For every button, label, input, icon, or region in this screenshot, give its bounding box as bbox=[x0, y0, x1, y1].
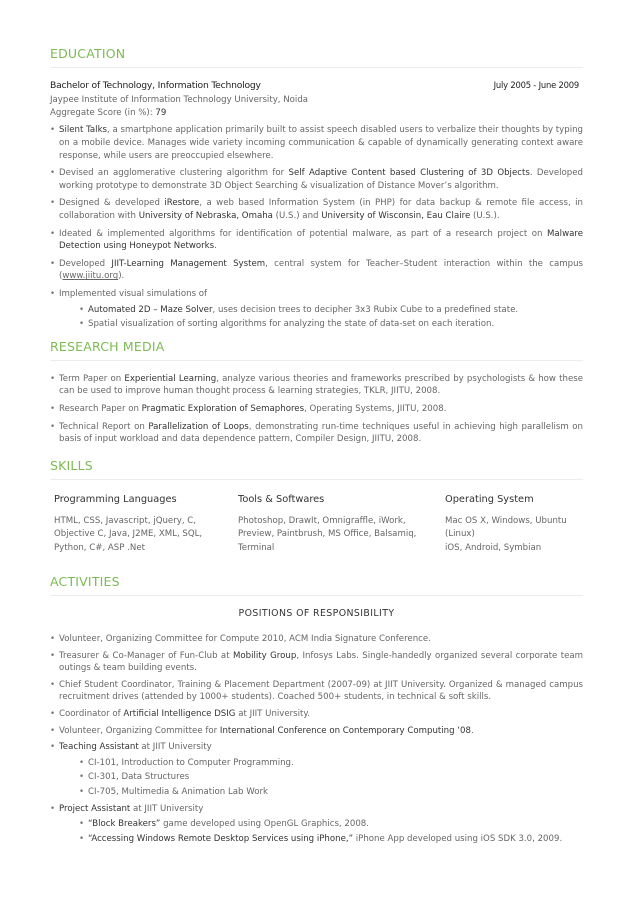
item-text: at JIIT University bbox=[138, 742, 212, 753]
skills-section bbox=[50, 458, 583, 556]
list-item bbox=[79, 818, 583, 831]
org-name: Mobility Group bbox=[232, 650, 297, 661]
item-text: Ideated & implemented algorithms for identification of potential malware, as part of a research project on bbox=[59, 228, 547, 239]
section-title-activities: ACTIVITIES bbox=[50, 574, 583, 596]
item-text: ). bbox=[118, 271, 125, 282]
item-text: Developed bbox=[59, 258, 112, 269]
list-item bbox=[50, 679, 583, 704]
list-item bbox=[79, 757, 583, 770]
list-item bbox=[50, 403, 583, 416]
list-item bbox=[79, 771, 583, 784]
item-text: Spatial visualization of sorting algorithms for analyzing the state of data-set on each iteration. bbox=[88, 319, 495, 330]
research-section bbox=[50, 339, 583, 446]
skill-line: Objective C, Java, J2ME, XML, SQL, bbox=[54, 529, 203, 540]
item-text: , a smartphone application primarily built to assist speech disabled users to verbalize their thoughts by typing on a mobile device. Manages wide variety incoming communication & capable of dynamically generating context aware response, while users are preoccupied elsewhere. bbox=[59, 125, 583, 161]
list-item bbox=[50, 633, 583, 646]
skill-column-languages bbox=[54, 494, 238, 556]
list-item bbox=[50, 708, 583, 721]
role-name: Teaching Assistant bbox=[59, 742, 139, 753]
skill-heading: Tools & Softwares bbox=[238, 493, 325, 505]
conference-name: International Conference on Contemporary Computing ‘08 bbox=[219, 725, 471, 736]
skill-column-os bbox=[445, 494, 583, 556]
item-text: iPhone App developed using iOS SDK 3.0, 2009. bbox=[353, 833, 563, 844]
pa-project-list bbox=[59, 818, 583, 845]
item-text: . bbox=[470, 725, 474, 736]
project-name: “Block Breakers” bbox=[88, 819, 161, 830]
paper-title: Pragmatic Exploration of Semaphores bbox=[141, 403, 305, 414]
education-header bbox=[50, 80, 583, 91]
simulation-list bbox=[59, 304, 583, 331]
skill-heading: Operating System bbox=[445, 493, 534, 505]
item-text: Term Paper on bbox=[59, 373, 125, 384]
skill-line: (Linux) bbox=[445, 529, 475, 540]
item-text: CI-301, Data Structures bbox=[88, 772, 190, 783]
item-text: , uses decision trees to decipher 3x3 Rubix Cube to a predefined state. bbox=[212, 304, 519, 315]
list-item bbox=[79, 304, 583, 317]
list-item bbox=[79, 318, 583, 331]
list-item bbox=[50, 650, 583, 675]
item-text: , analyze various theories and frameworks prescribed by psychologists & how these can be used to improve human thought process & learning strategies, TKLR, JIITU, 2008. bbox=[59, 373, 583, 397]
item-text: Chief Student Coordinator, Training & Placement Department (2007-09) at JIIT University. Organized & managed campus recruitment drives (attended by 1000+ students). Coached 500+ students, in technical & soft skills. bbox=[59, 679, 583, 703]
skill-line: iOS, Android, Symbian bbox=[445, 543, 542, 554]
website-link[interactable]: www.jiitu.org bbox=[62, 271, 119, 282]
item-text: , Infosys Labs. Single-handedly organized several corporate team outings & team building events. bbox=[59, 650, 584, 674]
item-text: , Operating Systems, JIITU, 2008. bbox=[304, 403, 447, 414]
role-name: Project Assistant bbox=[59, 803, 131, 814]
skill-line: Python, C#, ASP .Net bbox=[54, 543, 145, 554]
skills-columns bbox=[50, 494, 583, 556]
ta-course-list bbox=[59, 757, 583, 799]
list-item bbox=[50, 124, 583, 162]
list-item bbox=[50, 258, 583, 283]
skill-line: HTML, CSS, Javascript, jQuery, C, bbox=[54, 515, 197, 526]
item-text: CI-101, Introduction to Computer Programming. bbox=[88, 757, 294, 768]
item-text: Designed & developed bbox=[59, 198, 165, 209]
list-item bbox=[50, 803, 583, 846]
item-text: game developed using OpenGL Graphics, 2008. bbox=[160, 819, 370, 830]
skill-line: Mac OS X, Windows, Ubuntu bbox=[445, 515, 567, 526]
item-text: Research Paper on bbox=[59, 403, 142, 414]
item-text: at JIIT University. bbox=[235, 709, 311, 720]
list-item bbox=[50, 167, 583, 192]
item-text: (U.S.). bbox=[470, 210, 500, 221]
item-text: Volunteer, Organizing Committee for bbox=[59, 725, 220, 736]
list-item bbox=[79, 833, 583, 846]
positions-heading: POSITIONS OF RESPONSIBILITY bbox=[238, 608, 395, 620]
section-title-research: RESEARCH MEDIA bbox=[50, 339, 583, 361]
skill-line: Preview, Paintbrush, MS Office, Balsamiq, bbox=[238, 529, 417, 540]
list-item bbox=[50, 741, 583, 798]
org-name: Artificial Intelligence DSIG bbox=[123, 709, 236, 720]
project-name: iRestore bbox=[164, 198, 200, 209]
activities-bullets bbox=[50, 633, 583, 845]
item-text: Devised an agglomerative clustering algorithm for bbox=[59, 168, 289, 179]
skill-line: Photoshop, DrawIt, Omnigraffle, iWork, bbox=[238, 515, 406, 526]
list-item bbox=[50, 288, 583, 331]
aggregate-score bbox=[50, 107, 583, 120]
item-text: Implemented visual simulations of bbox=[59, 288, 208, 299]
university-name: University of Wisconsin, Eau Claire bbox=[321, 210, 471, 221]
item-text: , a web based Information System (in PHP) for data backup & remote file access, in collaboration with bbox=[59, 198, 583, 221]
item-text: , central system for Teacher–Student interaction within the campus ( bbox=[59, 258, 584, 282]
list-item bbox=[50, 421, 583, 446]
resume-page bbox=[50, 0, 583, 847]
research-bullets bbox=[50, 373, 583, 446]
score-value: 79 bbox=[155, 108, 167, 119]
education-dates: July 2005 - June 2009 bbox=[493, 80, 579, 90]
item-text: at JIIT University bbox=[130, 803, 204, 814]
item-text: . Developed working prototype to demonstrate 3D Object Searching & visualization of Distance Mover’s algorithm. bbox=[59, 168, 583, 191]
activities-section bbox=[50, 574, 583, 845]
skill-heading: Programming Languages bbox=[54, 493, 177, 505]
education-bullets bbox=[50, 124, 583, 330]
paper-title: Experiential Learning bbox=[124, 373, 217, 384]
item-text: (U.S.) and bbox=[272, 210, 322, 221]
project-name: Silent Talks bbox=[59, 125, 108, 136]
project-name: JIIT-Learning Management System bbox=[111, 258, 266, 269]
item-text: , demonstrating run-time techniques useful in achieving high parallelism on basis of input workload and data dependence pattern, Compiler Design, JIITU, 2008. bbox=[59, 421, 583, 445]
item-text: Volunteer, Organizing Committee for Compute 2010, ACM India Signature Conference. bbox=[59, 634, 431, 645]
list-item bbox=[50, 197, 583, 222]
university-name: Jaypee Institute of Information Technology University, Noida bbox=[50, 95, 309, 105]
item-text: CI-705, Multimedia & Animation Lab Work bbox=[88, 787, 268, 798]
paper-title: Parallelization of Loops bbox=[148, 421, 249, 432]
project-name: “Accessing Windows Remote Desktop Services using iPhone,” bbox=[88, 833, 354, 844]
score-label: Aggregate Score (in %): bbox=[50, 108, 153, 119]
project-name: Self Adaptive Content based Clustering of 3D Objects bbox=[288, 168, 530, 179]
education-section bbox=[50, 46, 583, 331]
item-text: Technical Report on bbox=[59, 421, 149, 432]
section-title-education: EDUCATION bbox=[50, 46, 583, 68]
list-item bbox=[50, 228, 583, 253]
project-name: Automated 2D – Maze Solver bbox=[88, 304, 213, 315]
section-title-skills: SKILLS bbox=[50, 458, 583, 480]
project-name: Malware Detection using Honeypot Networks bbox=[59, 228, 583, 252]
item-text: Coordinator of bbox=[59, 709, 124, 720]
skill-line: Terminal bbox=[238, 543, 275, 554]
item-text: . bbox=[214, 241, 217, 252]
list-item bbox=[50, 725, 583, 738]
list-item bbox=[50, 373, 583, 398]
list-item bbox=[79, 786, 583, 799]
item-text: Treasurer & Co-Manager of Fun-Club at bbox=[59, 650, 233, 661]
university-name: University of Nebraska, Omaha bbox=[138, 210, 273, 221]
degree-name: Bachelor of Technology, Information Technology bbox=[50, 80, 261, 91]
skill-column-tools bbox=[238, 494, 445, 556]
